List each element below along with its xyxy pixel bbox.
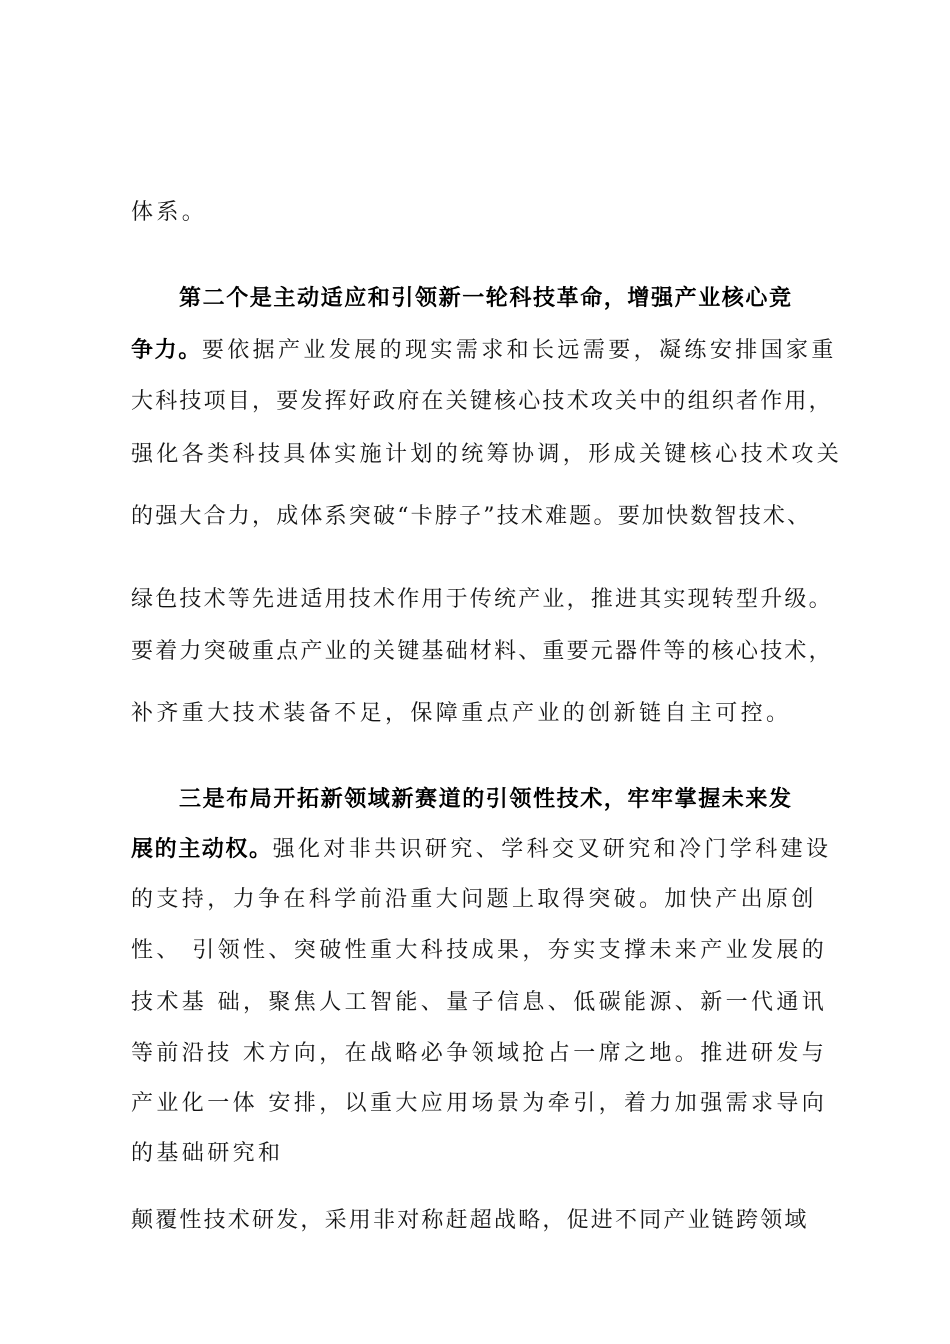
section-2-line: 补齐重大技术装备不足，保障重点产业的创新链自主可控。: [131, 701, 792, 726]
section-3-line: 产业化一体 安排，以重大应用场景为牵引，着力加强需求导向: [131, 1091, 828, 1116]
section-2-line: 的强大合力，成体系突破“卡脖子”技术难题。要加快数智技术、: [131, 504, 812, 529]
section-2-heading-end: 争力。: [131, 338, 202, 363]
section-2-line: [131, 336, 837, 366]
section-3-line: 的支持，力争在科学前沿重大问题上取得突破。加快产出原创: [131, 887, 817, 912]
section-3-line: [131, 835, 831, 865]
section-3-line: 技术基 础，聚焦人工智能、量子信息、低碳能源、新一代通讯: [131, 990, 828, 1015]
section-2-line: 要着力突破重点产业的关键基础材料、重要元器件等的核心技术，: [131, 639, 833, 664]
section-3-heading-end: 展的主动权。: [131, 837, 273, 862]
section-3-line: 颠覆性技术研发，采用非对称赶超战略，促进不同产业链跨领域: [131, 1208, 809, 1233]
section-3-heading: 三是布局开拓新领域新赛道的引领性技术，牢牢掌握未来发: [179, 787, 793, 812]
section-3-line: 等前沿技 术方向，在战略必争领域抢占一席之地。推进研发与: [131, 1041, 828, 1066]
section-2-line: 强化各类科技具体实施计划的统筹协调，形成关键核心技术攻关: [131, 442, 843, 467]
section-2-text: 要依据产业发展的现实需求和长远需要，凝练安排国家重: [201, 338, 837, 363]
section-3-line: 性、 引领性、突破性重大科技成果，夯实支撑未来产业发展的: [131, 938, 828, 963]
section-3-text: 强化对非共识研究、学科交叉研究和冷门学科建设: [272, 837, 832, 862]
section-2-line: 大科技项目，要发挥好政府在关键核心技术攻关中的组织者作用，: [131, 389, 833, 414]
section-3-line: 的基础研究和: [131, 1141, 284, 1166]
paragraph-fragment: 体系。: [131, 200, 208, 225]
section-2-line: 绿色技术等先进适用技术作用于传统产业，推进其实现转型升级。: [131, 587, 833, 612]
section-2-heading: 第二个是主动适应和引领新一轮科技革命，增强产业核心竞: [179, 286, 793, 311]
